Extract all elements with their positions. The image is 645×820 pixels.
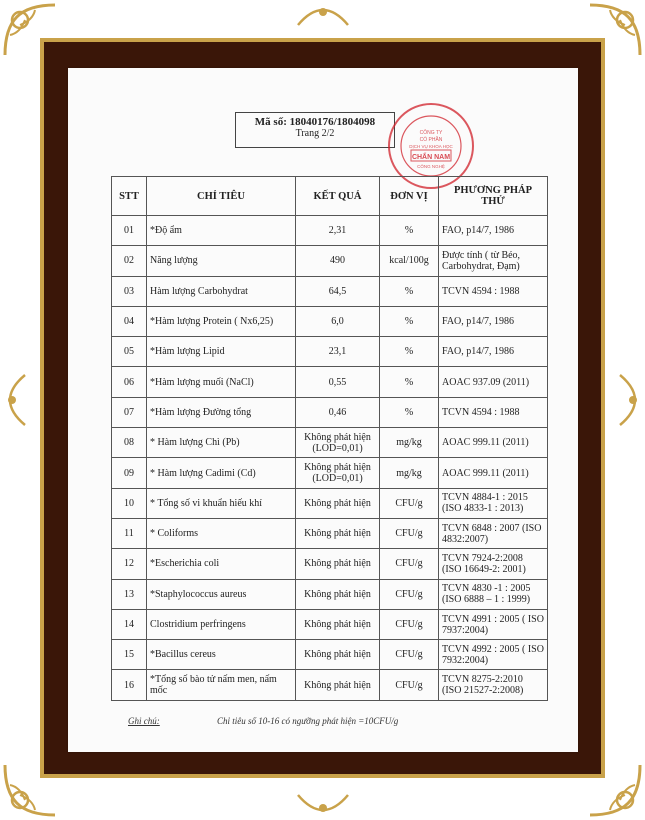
cell-don-vi: mg/kg	[380, 428, 439, 458]
header-phuong-phap: PHƯƠNG PHÁP THỬ	[439, 177, 548, 216]
cell-phuong-phap: FAO, p14/7, 1986	[439, 337, 548, 367]
cell-don-vi: %	[380, 337, 439, 367]
cell-ket-qua: 6,0	[296, 306, 380, 336]
table-row	[112, 518, 548, 548]
cell-phuong-phap: TCVN 4992 : 2005 ( ISO 7932:2004)	[439, 640, 548, 670]
corner-ornament-icon	[0, 760, 60, 820]
cell-stt: 05	[112, 337, 147, 367]
cell-chi-tieu: *Escherichia coli	[147, 549, 296, 579]
table-row	[112, 306, 548, 336]
header-chi-tieu: CHỈ TIÊU	[147, 177, 296, 216]
cell-chi-tieu: *Hàm lượng Lipid	[147, 337, 296, 367]
cell-phuong-phap: Được tính ( từ Béo, Carbohydrat, Đạm)	[439, 246, 548, 276]
cell-phuong-phap: TCVN 4594 : 1988	[439, 397, 548, 427]
cell-ket-qua: Không phát hiện	[296, 579, 380, 609]
table-row	[112, 670, 548, 700]
cell-stt: 02	[112, 246, 147, 276]
cell-stt: 06	[112, 367, 147, 397]
svg-text:DỊCH VỤ KHOA HỌC: DỊCH VỤ KHOA HỌC	[409, 144, 453, 149]
cell-phuong-phap: TCVN 4884-1 : 2015 (ISO 4833-1 : 2013)	[439, 488, 548, 518]
document-code-box	[235, 112, 395, 148]
svg-text:CÔNG TY: CÔNG TY	[419, 130, 443, 136]
cell-stt: 01	[112, 216, 147, 246]
cell-ket-qua: Không phát hiện	[296, 488, 380, 518]
cell-chi-tieu: Hàm lượng Carbohydrat	[147, 276, 296, 306]
cell-don-vi: mg/kg	[380, 458, 439, 488]
cell-chi-tieu: Clostridium perfringens	[147, 609, 296, 639]
header-ket-qua: KẾT QUẢ	[296, 177, 380, 216]
cell-don-vi: CFU/g	[380, 579, 439, 609]
cell-phuong-phap: TCVN 4830 -1 : 2005 (ISO 6888 – 1 : 1999)	[439, 579, 548, 609]
table-row	[112, 579, 548, 609]
cell-chi-tieu: * Coliforms	[147, 518, 296, 548]
cell-stt: 10	[112, 488, 147, 518]
cell-stt: 08	[112, 428, 147, 458]
footnote	[128, 716, 398, 726]
cell-ket-qua: Không phát hiện	[296, 549, 380, 579]
cell-ket-qua: Không phát hiện	[296, 640, 380, 670]
cell-don-vi: CFU/g	[380, 549, 439, 579]
cell-chi-tieu: Năng lượng	[147, 246, 296, 276]
header-don-vi: ĐƠN VỊ	[380, 177, 439, 216]
cell-chi-tieu: *Hàm lượng Đường tổng	[147, 397, 296, 427]
cell-stt: 16	[112, 670, 147, 700]
cell-phuong-phap: AOAC 937.09 (2011)	[439, 367, 548, 397]
cell-stt: 15	[112, 640, 147, 670]
corner-ornament-icon	[0, 0, 60, 60]
bottom-ornament-icon	[293, 790, 353, 820]
table-header-row	[112, 177, 548, 216]
cell-ket-qua: Không phát hiện	[296, 670, 380, 700]
cell-chi-tieu: *Hàm lượng muối (NaCl)	[147, 367, 296, 397]
cell-ket-qua: Không phát hiện (LOD=0,01)	[296, 428, 380, 458]
cell-ket-qua: 490	[296, 246, 380, 276]
table-row	[112, 216, 548, 246]
table-row	[112, 367, 548, 397]
cell-chi-tieu: * Hàm lượng Chì (Pb)	[147, 428, 296, 458]
cell-chi-tieu: *Bacillus cereus	[147, 640, 296, 670]
cell-ket-qua: 0,46	[296, 397, 380, 427]
corner-ornament-icon	[585, 760, 645, 820]
cell-ket-qua: Không phát hiện	[296, 609, 380, 639]
svg-text:CÔNG NGHỆ: CÔNG NGHỆ	[417, 164, 445, 169]
cell-chi-tieu: * Hàm lượng Cadimi (Cd)	[147, 458, 296, 488]
cell-stt: 13	[112, 579, 147, 609]
cell-stt: 07	[112, 397, 147, 427]
cell-stt: 03	[112, 276, 147, 306]
cell-don-vi: CFU/g	[380, 609, 439, 639]
footnote-text: Chỉ tiêu số 10-16 có ngưỡng phát hiện =10CFU/g	[217, 716, 399, 726]
top-ornament-icon	[293, 0, 353, 30]
cell-stt: 14	[112, 609, 147, 639]
cell-stt: 11	[112, 518, 147, 548]
cell-stt: 04	[112, 306, 147, 336]
document-code: Mã số: 18040176/1804098	[254, 116, 376, 128]
table-row	[112, 609, 548, 639]
cell-phuong-phap: TCVN 4991 : 2005 ( ISO 7937:2004)	[439, 609, 548, 639]
svg-text:CỔ PHẦN: CỔ PHẦN	[419, 137, 443, 143]
cell-ket-qua: Không phát hiện	[296, 518, 380, 548]
cell-chi-tieu: *Tổng số bào tử nấm men, nấm mốc	[147, 670, 296, 700]
cell-phuong-phap: AOAC 999.11 (2011)	[439, 428, 548, 458]
cell-ket-qua: 23,1	[296, 337, 380, 367]
cell-don-vi: %	[380, 276, 439, 306]
table-row	[112, 488, 548, 518]
left-ornament-icon	[0, 370, 30, 430]
page-number: Trang 2/2	[295, 128, 335, 139]
cell-phuong-phap: FAO, p14/7, 1986	[439, 306, 548, 336]
cell-phuong-phap: TCVN 7924-2:2008 (ISO 16649-2: 2001)	[439, 549, 548, 579]
right-ornament-icon	[615, 370, 645, 430]
cell-stt: 09	[112, 458, 147, 488]
cell-stt: 12	[112, 549, 147, 579]
cell-phuong-phap: TCVN 8275-2:2010 (ISO 21527-2:2008)	[439, 670, 548, 700]
header-stt: STT	[112, 177, 147, 216]
cell-don-vi: CFU/g	[380, 670, 439, 700]
cell-don-vi: %	[380, 367, 439, 397]
cell-don-vi: CFU/g	[380, 518, 439, 548]
cell-don-vi: kcal/100g	[380, 246, 439, 276]
cell-phuong-phap: TCVN 4594 : 1988	[439, 276, 548, 306]
cell-ket-qua: 0,55	[296, 367, 380, 397]
table-row	[112, 549, 548, 579]
cell-don-vi: CFU/g	[380, 488, 439, 518]
cell-don-vi: %	[380, 397, 439, 427]
corner-ornament-icon	[585, 0, 645, 60]
cell-ket-qua: 2,31	[296, 216, 380, 246]
cell-ket-qua: 64,5	[296, 276, 380, 306]
table-row	[112, 428, 548, 458]
cell-don-vi: CFU/g	[380, 640, 439, 670]
cell-ket-qua: Không phát hiện (LOD=0,01)	[296, 458, 380, 488]
cell-chi-tieu: *Hàm lượng Protein ( Nx6,25)	[147, 306, 296, 336]
cell-chi-tieu: * Tổng số vi khuẩn hiếu khí	[147, 488, 296, 518]
cell-chi-tieu: *Độ ẩm	[147, 216, 296, 246]
cell-phuong-phap: TCVN 6848 : 2007 (ISO 4832:2007)	[439, 518, 548, 548]
footnote-label: Ghi chú:	[128, 716, 160, 726]
table-row	[112, 458, 548, 488]
table-row	[112, 246, 548, 276]
cell-phuong-phap: FAO, p14/7, 1986	[439, 216, 548, 246]
cell-don-vi: %	[380, 306, 439, 336]
cell-chi-tieu: *Staphylococcus aureus	[147, 579, 296, 609]
test-results-table	[111, 176, 548, 701]
table-row	[112, 640, 548, 670]
table-row	[112, 397, 548, 427]
cell-phuong-phap: AOAC 999.11 (2011)	[439, 458, 548, 488]
table-row	[112, 337, 548, 367]
svg-text:CHẤN NAM: CHẤN NAM	[411, 154, 451, 161]
table-row	[112, 276, 548, 306]
cell-don-vi: %	[380, 216, 439, 246]
